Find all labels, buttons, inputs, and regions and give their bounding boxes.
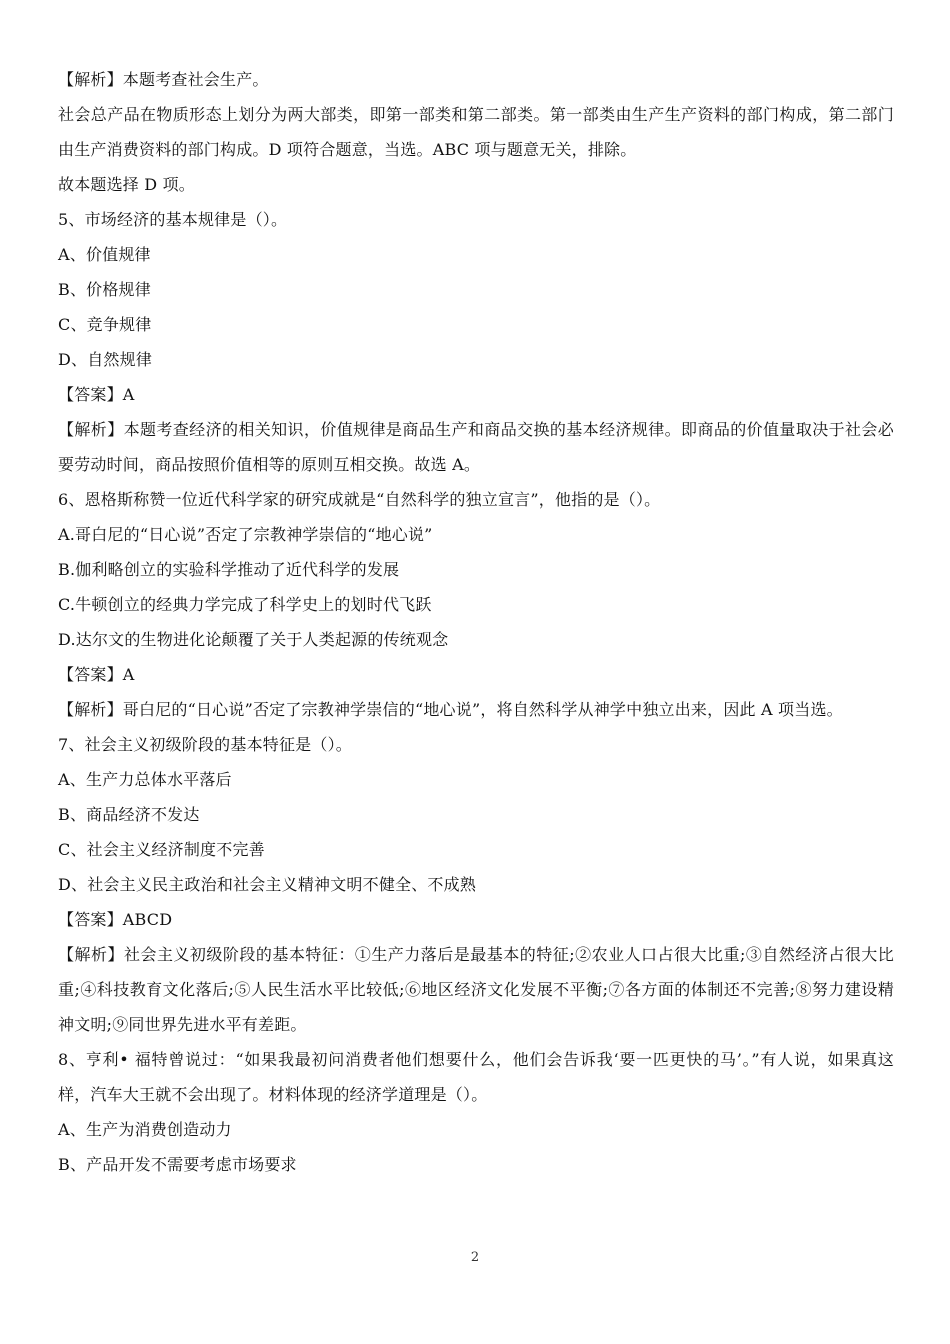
q8-option-b: B、产品开发不需要考虑市场要求 — [58, 1155, 297, 1174]
analysis-4: 【解析】本题考查社会生产。 — [58, 70, 269, 89]
q7-answer: 【答案】ABCD — [58, 910, 173, 929]
q5-analysis: 【解析】本题考查经济的相关知识，价值规律是商品生产和商品交换的基本经济规律。即商品的价值量取决于社会必要劳动时间，商品按照价值相等的原则互相交换。故选 A。 — [58, 420, 894, 474]
question-7: 7、社会主义初级阶段的基本特征是（）。 — [58, 735, 352, 754]
q7-analysis: 【解析】社会主义初级阶段的基本特征：①生产力落后是最基本的特征;②农业人口占很大比重;③自然经济占很大比重;④科技教育文化落后;⑤人民生活水平比较低;⑥地区经济文化发展不平衡;⑦各方面的体制还不完善;⑧努力建设精神文明;⑨同世界先进水平有差距。 — [58, 945, 894, 1034]
q8-option-a: A、生产为消费创造动力 — [58, 1120, 232, 1139]
q6-option-a: A.哥白尼的“日心说”否定了宗教神学崇信的“地心说” — [58, 525, 433, 544]
question-6: 6、恩格斯称赞一位近代科学家的研究成就是“自然科学的独立宣言”，他指的是（）。 — [58, 490, 661, 509]
q5-answer: 【答案】A — [58, 385, 135, 404]
question-5: 5、市场经济的基本规律是（）。 — [58, 210, 288, 229]
q5-option-d: D、自然规律 — [58, 350, 153, 369]
q6-option-b: B.伽利略创立的实验科学推动了近代科学的发展 — [58, 560, 400, 579]
q7-option-b: B、商品经济不发达 — [58, 805, 200, 824]
analysis-4-conclusion: 故本题选择 D 项。 — [58, 175, 196, 194]
q7-option-a: A、生产力总体水平落后 — [58, 770, 232, 789]
document-body — [58, 62, 894, 1182]
q5-option-b: B、价格规律 — [58, 280, 151, 299]
q5-option-a: A、价值规律 — [58, 245, 151, 264]
q7-option-d: D、社会主义民主政治和社会主义精神文明不健全、不成熟 — [58, 875, 477, 894]
q6-analysis: 【解析】哥白尼的“日心说”否定了宗教神学崇信的“地心说”，将自然科学从神学中独立出来，因此 A 项当选。 — [58, 700, 843, 719]
q5-option-c: C、竞争规律 — [58, 315, 152, 334]
analysis-4-body: 社会总产品在物质形态上划分为两大部类，即第一部类和第二部类。第一部类由生产生产资料的部门构成，第二部门由生产消费资料的部门构成。D 项符合题意，当选。ABC 项与题意无关，排除。 — [58, 105, 894, 159]
question-8: 8、亨利• 福特曾说过：“如果我最初问消费者他们想要什么，他们会告诉我‘要一匹更快的马’。”有人说，如果真这样，汽车大王就不会出现了。材料体现的经济学道理是（）。 — [58, 1050, 894, 1104]
q6-option-d: D.达尔文的生物进化论颠覆了关于人类起源的传统观念 — [58, 630, 449, 649]
q6-option-c: C.牛顿创立的经典力学完成了科学史上的划时代飞跃 — [58, 595, 432, 614]
q7-option-c: C、社会主义经济制度不完善 — [58, 840, 265, 859]
page-number: 2 — [470, 1250, 480, 1265]
q6-answer: 【答案】A — [58, 665, 135, 684]
